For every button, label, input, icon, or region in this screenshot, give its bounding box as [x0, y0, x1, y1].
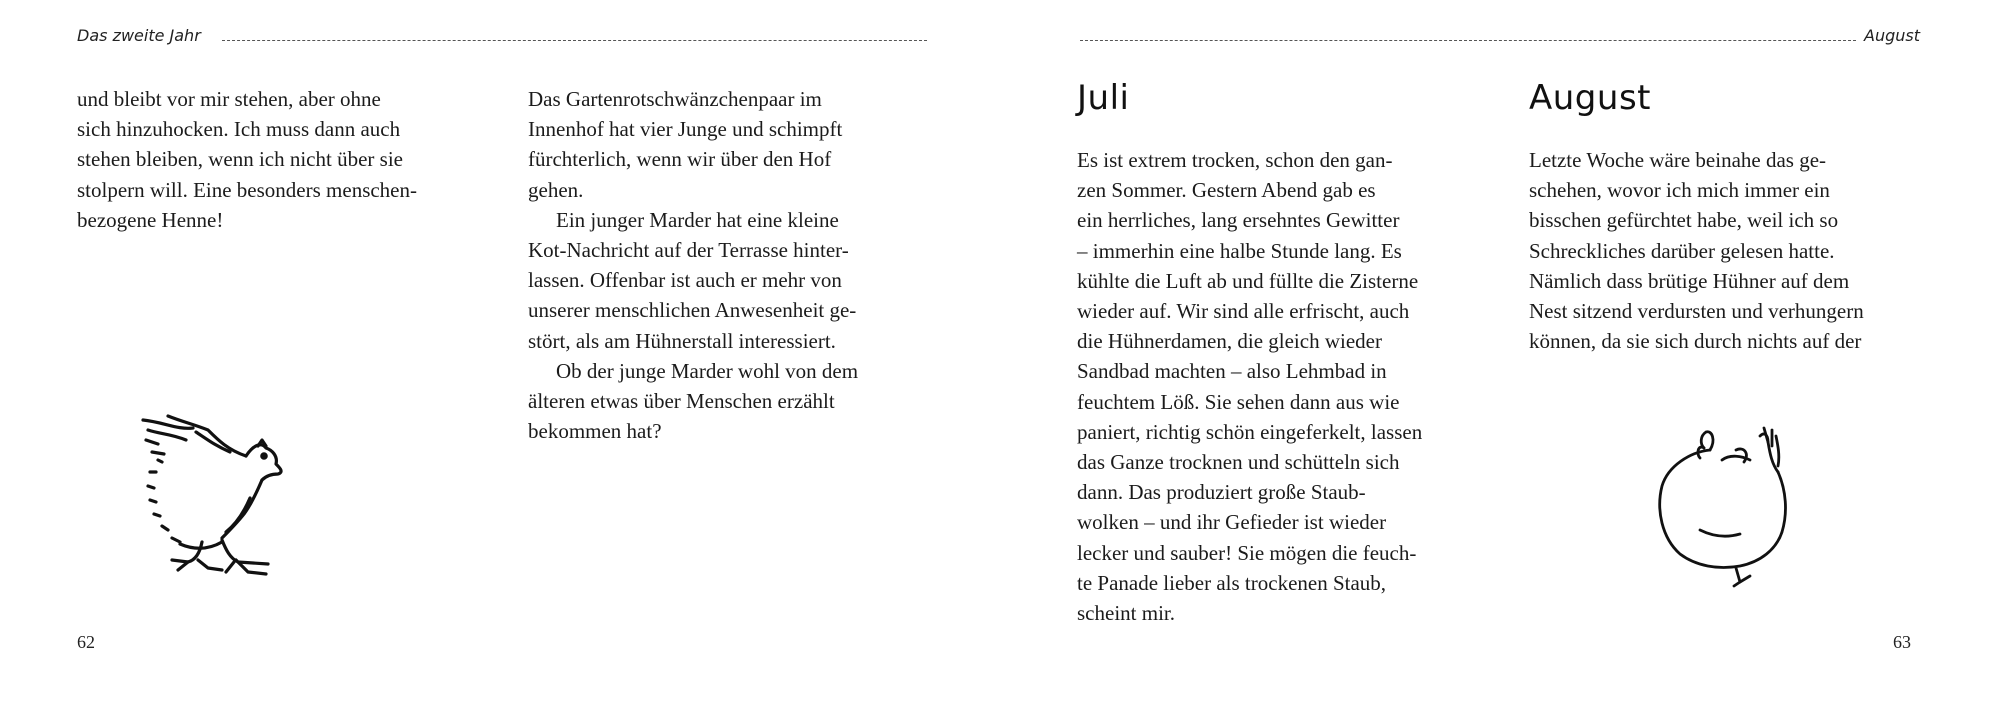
text-line: wieder auf. Wir sind alle erfrischt, auch	[1077, 299, 1410, 324]
text-line: feuchtem Löß. Sie sehen dann aus wie	[1077, 389, 1400, 414]
text-line: gehen.	[528, 177, 584, 202]
left-column-1	[77, 84, 497, 235]
text-line: bezogene Henne!	[77, 207, 224, 232]
running-head-left: Das zweite Jahr	[77, 26, 201, 45]
running-head-right: August	[1864, 26, 1920, 45]
text-line: lecker und sauber! Sie mögen die feuch-	[1077, 540, 1417, 565]
text-line: Sandbad machten – also Lehmbad in	[1077, 359, 1387, 384]
text-line: zen Sommer. Gestern Abend gab es	[1077, 178, 1376, 203]
running-head-rule-right	[1080, 40, 1856, 41]
text-line: können, da sie sich durch nichts auf der	[1529, 329, 1862, 354]
text-line: paniert, richtig schön eingeferkelt, lassen	[1077, 419, 1423, 444]
heading-august: August	[1529, 78, 1651, 118]
heading-juli: Juli	[1077, 78, 1130, 118]
text-line: wolken – und ihr Gefieder ist wieder	[1077, 510, 1387, 535]
hen-sketch-walking-icon	[138, 410, 328, 585]
text-line: bekommen hat?	[528, 419, 662, 444]
text-line: Innenhof hat vier Junge und schimpft	[528, 117, 843, 142]
text-line: Kot-Nachricht auf der Terrasse hinter-	[528, 238, 849, 263]
text-line: stehen bleiben, wenn ich nicht über sie	[77, 147, 403, 172]
running-head-rule-left	[222, 40, 927, 41]
text-line: Ob der junge Marder wohl von dem	[556, 358, 859, 383]
text-line: Ein junger Marder hat eine kleine	[556, 207, 839, 232]
text-line: das Ganze trocknen und schütteln sich	[1077, 450, 1400, 475]
text-line: stört, als am Hühnerstall interessiert.	[528, 328, 836, 353]
text-line: scheint mir.	[1077, 601, 1175, 626]
text-line: Letzte Woche wäre beinahe das ge-	[1529, 148, 1827, 172]
text-line: sich hinzuhocken. Ich muss dann auch	[77, 117, 401, 142]
text-line: Schreckliches darüber gelesen hatte.	[1529, 238, 1835, 263]
text-line: älteren etwas über Menschen erzählt	[528, 389, 835, 414]
text-line: und bleibt vor mir stehen, aber ohne	[77, 87, 381, 111]
hen-sketch-sitting-icon	[1640, 420, 1820, 595]
paragraph	[528, 356, 928, 447]
text-line: te Panade lieber als trockenen Staub,	[1077, 570, 1387, 595]
text-line: – immerhin eine halbe Stunde lang. Es	[1077, 238, 1402, 263]
text-line: Nämlich dass brütige Hühner auf dem	[1529, 268, 1850, 293]
text-line: dann. Das produziert große Staub-	[1077, 480, 1366, 505]
paragraph	[528, 205, 928, 356]
text-line: Das Gartenrotschwänzchenpaar im	[528, 87, 822, 111]
text-line: unserer menschlichen Anwesenheit ge-	[528, 298, 857, 323]
text-line: ein herrliches, lang ersehntes Gewitter	[1077, 208, 1400, 233]
text-line: fürchterlich, wenn wir über den Hof	[528, 147, 832, 172]
july-column	[1077, 145, 1477, 628]
text-line: Nest sitzend verdursten und verhungern	[1529, 299, 1864, 324]
text-line: kühlte die Luft ab und füllte die Zisterne	[1077, 268, 1419, 293]
text-line: die Hühnerdamen, die gleich wieder	[1077, 329, 1382, 354]
page-number-right: 63	[1893, 632, 1911, 652]
page-number-left: 62	[77, 632, 95, 652]
text-line: bisschen gefürchtet habe, weil ich so	[1529, 208, 1839, 233]
text-line: stolpern will. Eine besonders menschen-	[77, 177, 417, 202]
text-line: schehen, wovor ich mich immer ein	[1529, 178, 1830, 203]
text-line: lassen. Offenbar ist auch er mehr von	[528, 268, 842, 293]
paragraph	[528, 84, 928, 205]
text-line: Es ist extrem trocken, schon den gan-	[1077, 148, 1393, 172]
august-column	[1529, 145, 1939, 356]
left-column-2	[528, 84, 928, 446]
